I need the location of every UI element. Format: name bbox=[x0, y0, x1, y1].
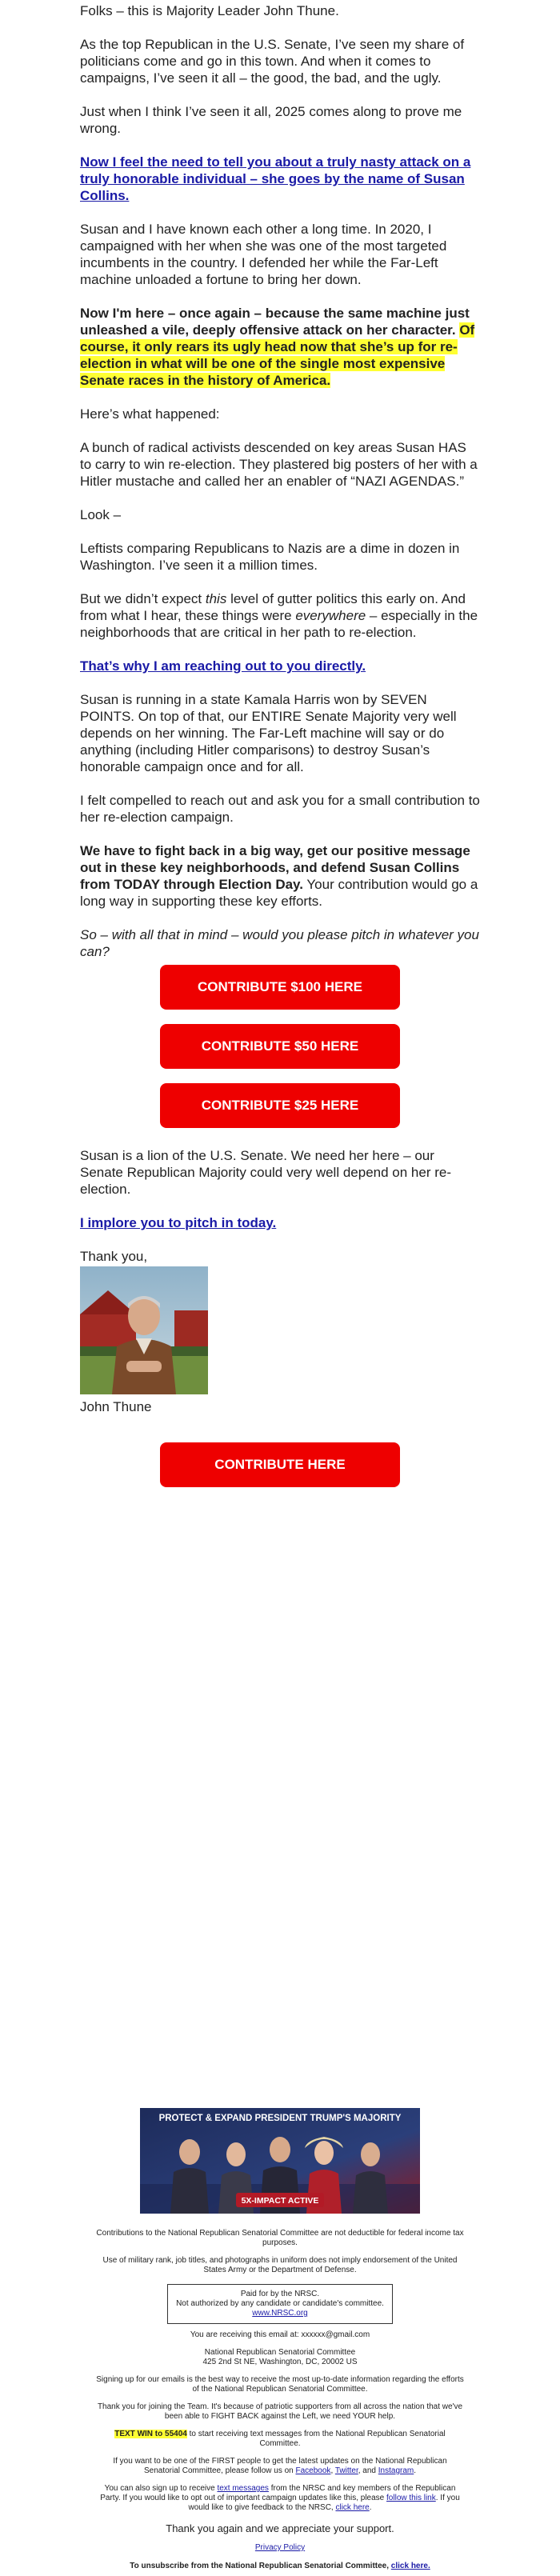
contribute-25-button[interactable]: CONTRIBUTE $25 HERE bbox=[160, 1083, 400, 1128]
instagram-link[interactable]: Instagram bbox=[378, 2466, 414, 2475]
not-authorized-line: Not authorized by any candidate or candidate's committee. bbox=[176, 2299, 384, 2308]
contribute-100-button[interactable]: CONTRIBUTE $100 HERE bbox=[160, 965, 400, 1010]
unsubscribe-link[interactable]: click here. bbox=[390, 2562, 430, 2570]
greeting: Folks – this is Majority Leader John Thune. bbox=[80, 3, 339, 18]
paragraph: As the top Republican in the U.S. Senate, I’ve seen my share of politicians come and go in this town. And when it comes to campaigns, I’ve seen it all – the good, the bad, and the ugly. bbox=[80, 37, 465, 86]
nrsc-website-link[interactable]: www.NRSC.org bbox=[252, 2309, 308, 2318]
text-run: Your contribution would go a long way in supporting these key efforts. bbox=[80, 877, 478, 909]
opt-out-link[interactable]: follow this link bbox=[386, 2494, 436, 2502]
collins-attack-link[interactable]: Now I feel the need to tell you about a truly nasty attack on a truly honorable individual – she goes by the name of Susan Collins. bbox=[80, 154, 471, 203]
signup-info: Signing up for our emails is the best way to receive the most up-to-date information regarding the efforts of the National Republican Senatorial Committee. bbox=[96, 2375, 464, 2394]
trump-majority-banner[interactable] bbox=[140, 2108, 420, 2214]
paragraph bbox=[80, 590, 480, 641]
org-name: National Republican Senatorial Committee bbox=[204, 2348, 356, 2357]
pitch-in-link[interactable]: I implore you to pitch in today. bbox=[80, 1215, 277, 1230]
paragraph bbox=[80, 842, 480, 910]
paragraph: Just when I think I’ve seen it all, 2025 comes along to prove me wrong. bbox=[80, 104, 462, 136]
opt-out-info: You can also sign up to receive text messages from the NRSC and key members of the Republican Party. If you would like to opt out of important campaign updates like this, please follow this link. If you would like to give feedback to the NRSC, click here. bbox=[100, 2484, 460, 2512]
paragraph: Look – bbox=[80, 507, 122, 522]
text-run: to start receiving text messages from the National Republican Senatorial Committee. bbox=[186, 2430, 446, 2448]
text-run: You can also sign up to receive bbox=[104, 2484, 218, 2493]
text-win-highlight: TEXT WIN to 55404 bbox=[114, 2430, 187, 2438]
paragraph bbox=[80, 305, 480, 389]
text-messages-link[interactable]: text messages bbox=[217, 2484, 269, 2493]
contribute-50-button[interactable]: CONTRIBUTE $50 HERE bbox=[160, 1024, 400, 1069]
banner-image bbox=[140, 2108, 420, 2214]
text-run: from the NRSC and key members of the Republican Party. If you would like to opt out of important campaign updates like this, please bbox=[100, 2484, 456, 2502]
facebook-link[interactable]: Facebook bbox=[295, 2466, 331, 2475]
text-run: . If you would like to give feedback to the NRSC, bbox=[188, 2494, 460, 2512]
bold-text: We have to fight back in a big way, get our positive message out in these key neighborhoods, and defend Susan Collins from TODAY through Election Day. bbox=[80, 843, 470, 892]
feedback-link[interactable]: click here bbox=[335, 2503, 370, 2512]
letter-body bbox=[80, 0, 480, 1487]
text-run: To unsubscribe from the National Republican Senatorial Committee, bbox=[130, 2562, 391, 2570]
banner-badge: 5X-IMPACT ACTIVE bbox=[241, 2196, 319, 2206]
sign-off: Thank you, bbox=[80, 1249, 148, 1264]
closing-thanks: Thank you again and we appreciate your support. bbox=[166, 2522, 394, 2534]
paid-for-box bbox=[167, 2284, 393, 2324]
text-run: level of gutter politics this early on. And from what I hear, these things were bbox=[80, 591, 466, 623]
paragraph: A bunch of radical activists descended on key areas Susan HAS to carry to win re-election. They plastered big posters of her with a Hitler mustache and called her an enabler of “NAZI AGENDAS.” bbox=[80, 440, 478, 489]
unsubscribe-line bbox=[96, 2562, 464, 2571]
text-run: – especially in the neighborhoods that are critical in her path to re-election. bbox=[80, 608, 478, 640]
paragraph: Susan and I have known each other a long time. In 2020, I campaigned with her when she was one of the most targeted incumbents in the country. I defended her while the Far-Left machine unloaded a fortune to bring her down. bbox=[80, 222, 447, 287]
text-win-line bbox=[96, 2430, 464, 2449]
ask-text: So – with all that in mind – would you please pitch in whatever you can? bbox=[80, 927, 479, 959]
paragraph: Susan is running in a state Kamala Harris won by SEVEN POINTS. On top of that, our ENTIRE Senate Majority very well depends on her winning. The Far-Left machine will say or do anything (including Hitler comparisons) to destroy Susan’s honorable campaign once and for all. bbox=[80, 692, 457, 774]
text-run: But we didn’t expect bbox=[80, 591, 206, 606]
thank-you-team: Thank you for joining the Team. It's because of patriotic supporters from all across the nation that we've been able to FIGHT BACK against the Left, we need YOUR help. bbox=[97, 2402, 463, 2421]
paragraph: I felt compelled to reach out and ask you for a small contribution to her re-election campaign. bbox=[80, 793, 480, 825]
tax-disclaimer: Contributions to the National Republican Senatorial Committee are not deductible for federal income tax purposes. bbox=[96, 2229, 464, 2247]
receiving-email: You are receiving this email at: xxxxxx@gmail.com bbox=[190, 2330, 370, 2339]
privacy-policy-link[interactable]: Privacy Policy bbox=[254, 2543, 306, 2552]
social-follow: If you want to be one of the FIRST people to get the latest updates on the National Republican Senatorial Committee, please follow us on Facebook, Twitter, and Instagram. bbox=[113, 2457, 447, 2475]
paragraph: Susan is a lion of the U.S. Senate. We need her here – our Senate Republican Majority could very well depend on her re-election. bbox=[80, 1148, 451, 1197]
text-run: If you want to be one of the FIRST people to get the latest updates on the National Republican Senatorial Committee, please follow us on bbox=[113, 2457, 447, 2475]
paragraph: Leftists comparing Republicans to Nazis are a dime in dozen in Washington. I’ve seen it a million times. bbox=[80, 541, 460, 573]
military-disclaimer: Use of military rank, job titles, and photographs in uniform does not imply endorsement of the United States Army or the Department of Defense. bbox=[102, 2256, 458, 2274]
john-thune-photo bbox=[80, 1266, 480, 1398]
reaching-out-link[interactable]: That’s why I am reaching out to you directly. bbox=[80, 658, 366, 674]
org-address: 425 2nd St NE, Washington, DC, 20002 US bbox=[202, 2358, 358, 2366]
banner-headline: PROTECT & EXPAND PRESIDENT TRUMP'S MAJORITY bbox=[158, 2114, 402, 2123]
footer bbox=[96, 2229, 464, 2571]
italic-text: everywhere bbox=[295, 608, 366, 623]
italic-text: this bbox=[205, 591, 227, 606]
signature: John Thune bbox=[80, 1399, 152, 1414]
paragraph: Here’s what happened: bbox=[80, 406, 220, 422]
paid-for-line: Paid for by the NRSC. bbox=[240, 2290, 320, 2298]
portrait-image bbox=[80, 1266, 208, 1394]
twitter-link[interactable]: Twitter bbox=[334, 2466, 358, 2475]
bold-text: Now I'm here – once again – because the same machine just unleashed a vile, deeply offensive attack on her character. bbox=[80, 306, 470, 338]
contribute-here-button[interactable]: CONTRIBUTE HERE bbox=[160, 1442, 400, 1487]
highlighted-text: Of course, it only rears its ugly head now that she’s up for re-election in what will be one of the single most expensive Senate races in the history of America. bbox=[80, 322, 475, 388]
